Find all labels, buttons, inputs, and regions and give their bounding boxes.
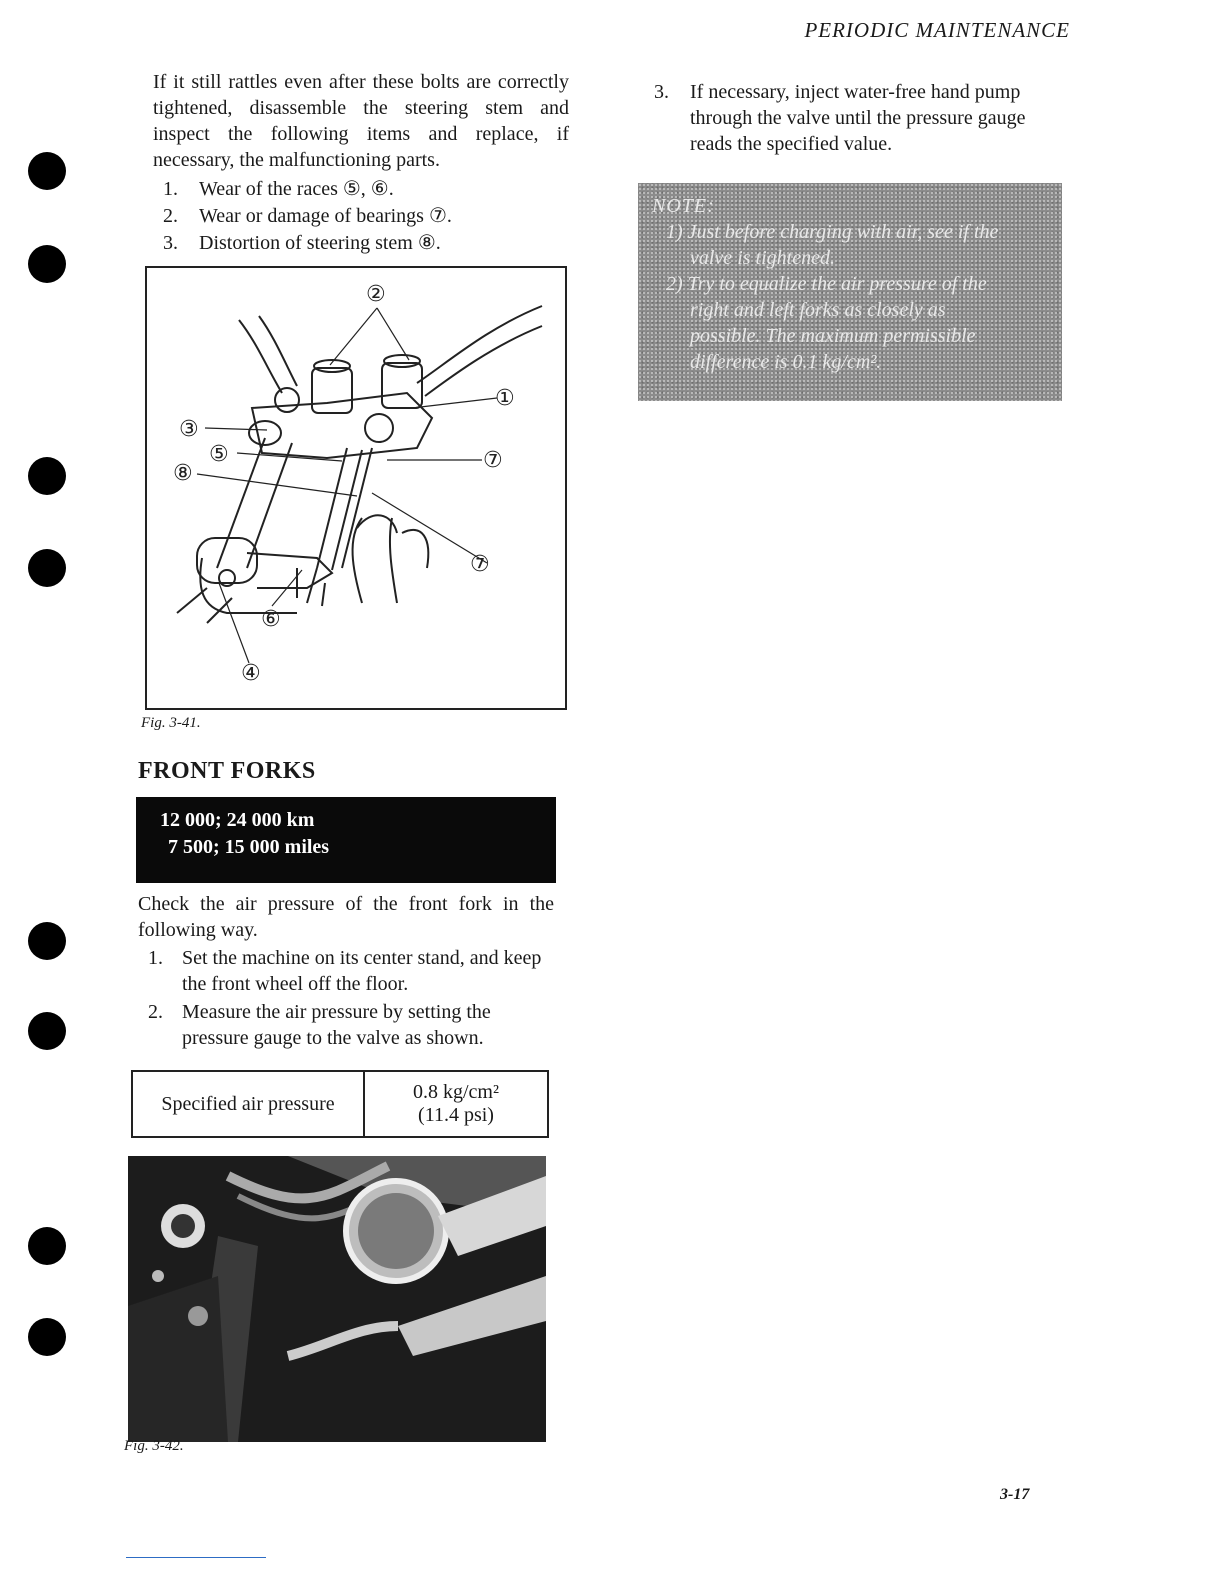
spec-label: Specified air pressure xyxy=(132,1071,364,1137)
binder-hole xyxy=(28,1012,66,1050)
note-item-2-cont: right and left forks as closely as xyxy=(690,299,946,321)
section-title: FRONT FORKS xyxy=(138,758,316,784)
step3-list xyxy=(644,79,1072,157)
binder-hole xyxy=(28,1227,66,1265)
binder-hole xyxy=(28,1318,66,1356)
callout-6: ⑥ xyxy=(261,607,281,632)
page-header: PERIODIC MAINTENANCE xyxy=(804,18,1070,42)
note-item-2-cont: difference is 0.1 kg/cm². xyxy=(690,351,882,373)
note-item-1-cont: valve is tightened. xyxy=(690,247,835,269)
interval-box xyxy=(136,797,556,883)
binder-hole xyxy=(28,922,66,960)
pressure-gauge-photo xyxy=(128,1156,546,1442)
callout-7-lower: ⑦ xyxy=(470,552,490,577)
callout-5: ⑤ xyxy=(209,442,229,467)
note-box xyxy=(638,183,1062,401)
steering-stem-figure xyxy=(145,266,567,710)
callout-2: ② xyxy=(366,282,386,307)
intro-paragraph: If it still rattles even after these bolts are correctly tightened, disassemble the steering stem and inspect the following items and replace, if necessary, the malfunctioning parts. xyxy=(153,71,569,171)
footer-rule xyxy=(126,1557,266,1558)
spec-value-metric: 0.8 kg/cm² xyxy=(413,1081,499,1103)
note-item-1: 1) Just before charging with air, see if the xyxy=(666,221,999,243)
note-title: NOTE: xyxy=(652,195,715,217)
callout-3: ③ xyxy=(179,417,199,442)
page-number: 3-17 xyxy=(1000,1486,1030,1503)
note-item-2: 2) Try to equalize the air pressure of the xyxy=(666,273,987,295)
section-intro: Check the air pressure of the front fork in the following way. xyxy=(138,893,554,941)
steps-list xyxy=(138,945,556,1051)
interval-km: 12 000; 24 000 km xyxy=(160,809,315,831)
inspection-list xyxy=(153,176,573,257)
callout-7-upper: ⑦ xyxy=(483,448,503,473)
list-item: 2. Measure the air pressure by setting the pressure gauge to the valve as shown. xyxy=(148,1001,491,1049)
list-item: 3. If necessary, inject water-free hand pump through the valve until the pressure gauge reads the specified value. xyxy=(654,81,1026,155)
steering-stem-diagram xyxy=(147,268,565,708)
binder-hole xyxy=(28,245,66,283)
callout-8: ⑧ xyxy=(173,461,193,486)
spec-value xyxy=(364,1071,548,1137)
list-item: 3. Distortion of steering stem ⑧. xyxy=(163,232,441,254)
list-item: 1. Wear of the races ⑤, ⑥. xyxy=(163,178,394,200)
figure-caption: Fig. 3-42. xyxy=(124,1438,184,1454)
figure-caption: Fig. 3-41. xyxy=(141,715,201,731)
callout-4: ④ xyxy=(241,661,261,686)
spec-value-psi: (11.4 psi) xyxy=(418,1104,494,1126)
binder-hole xyxy=(28,152,66,190)
pressure-gauge-illustration xyxy=(128,1156,546,1442)
list-item: 1. Set the machine on its center stand, and keep the front wheel off the floor. xyxy=(148,947,542,995)
binder-hole xyxy=(28,549,66,587)
note-item-2-cont: possible. The maximum permissible xyxy=(690,325,976,347)
binder-hole xyxy=(28,457,66,495)
spec-table xyxy=(131,1070,549,1138)
list-item: 2. Wear or damage of bearings ⑦. xyxy=(163,205,452,227)
callout-1: ① xyxy=(495,386,515,411)
interval-miles: 7 500; 15 000 miles xyxy=(168,836,330,858)
